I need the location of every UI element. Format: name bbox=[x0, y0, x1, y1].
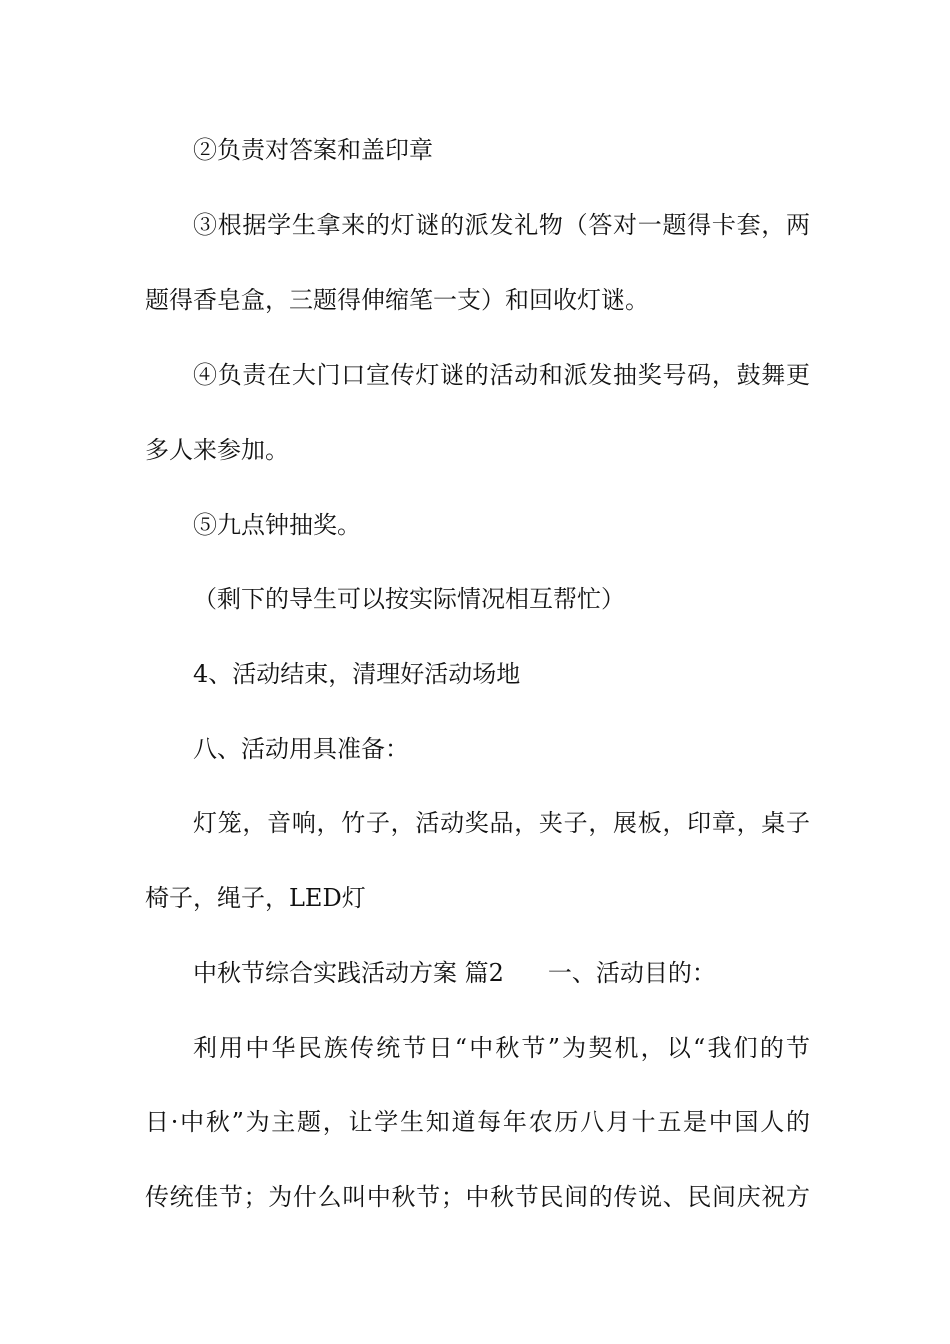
document-heading bbox=[193, 953, 810, 993]
paragraph-line: 日·中秋”为主题，让学生知道每年农历八月十五是中国人的 bbox=[145, 1108, 810, 1136]
heading-title: 中秋节综合实践活动方案 篇2 bbox=[193, 959, 504, 987]
paragraph-line: 传统佳节；为什么叫中秋节；中秋节民间的传说、民间庆祝方 bbox=[145, 1183, 810, 1211]
paragraph-line: ③根据学生拿来的灯谜的派发礼物（答对一题得卡套，两 bbox=[193, 211, 810, 239]
section-heading: 八、活动用具准备： bbox=[193, 735, 409, 763]
paragraph-line: 题得香皂盒，三题得伸缩笔一支）和回收灯谜。 bbox=[145, 286, 649, 314]
paragraph-line: 灯笼，音响，竹子，活动奖品，夹子，展板，印章，桌子 bbox=[193, 809, 810, 837]
paragraph-line: 多人来参加。 bbox=[145, 436, 289, 464]
paragraph-line: ④负责在大门口宣传灯谜的活动和派发抽奖号码，鼓舞更 bbox=[193, 361, 810, 389]
paragraph-line: 利用中华民族传统节日“中秋节”为契机，以“我们的节 bbox=[193, 1034, 810, 1062]
paragraph-line: ②负责对答案和盖印章 bbox=[193, 136, 433, 164]
heading-section: 一、活动目的： bbox=[547, 959, 716, 987]
paragraph-line: （剩下的导生可以按实际情况相互帮忙） bbox=[193, 585, 625, 613]
paragraph-line: 椅子，绳子，LED灯 bbox=[145, 884, 366, 912]
paragraph-line: ⑤九点钟抽奖。 bbox=[193, 511, 361, 539]
paragraph-line: 4、活动结束，清理好活动场地 bbox=[193, 660, 521, 688]
